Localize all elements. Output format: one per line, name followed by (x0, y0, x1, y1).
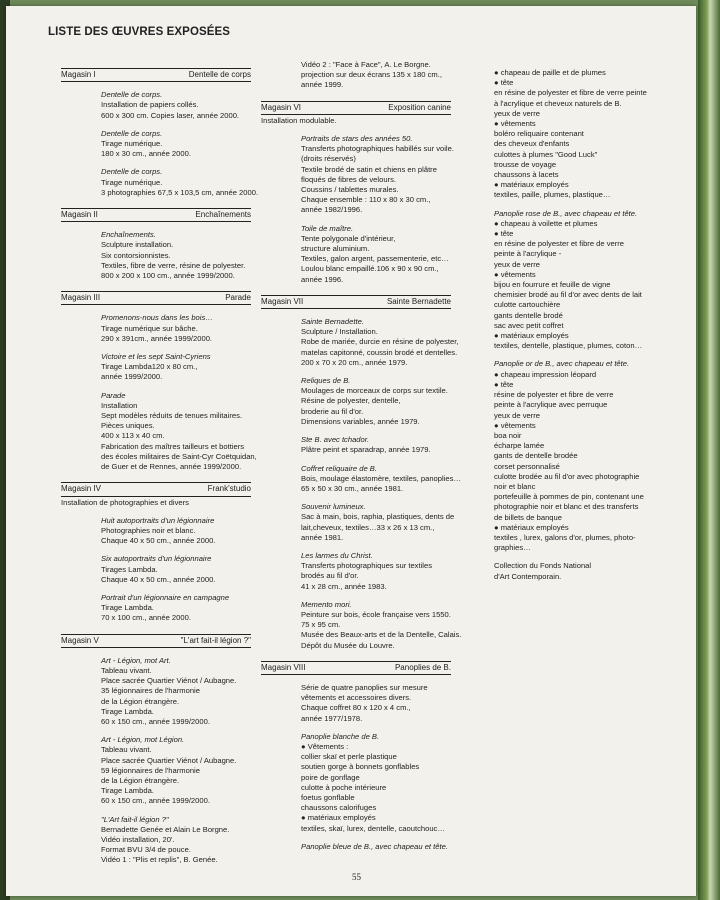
artwork-detail-line: chemisier brodé au fil d'or avec dents de lait (494, 290, 642, 300)
artwork-detail-line: Tirage Lambda120 x 80 cm., (101, 362, 198, 372)
artwork-entry (301, 317, 459, 368)
artwork-detail-line: Place sacrée Quartier Viénot / Aubagne. (101, 755, 237, 765)
artwork-title: Six autoportraits d'un légionnaire (101, 554, 212, 564)
artwork-title: Les larmes du Christ. (301, 550, 373, 560)
artwork-detail-line: en résine de polyester et fibre de verre peinte (494, 88, 647, 98)
artwork-detail-line: Fabrication des maîtres tailleurs et bottiers (101, 441, 245, 451)
section-room: Magasin VII (261, 296, 304, 306)
artwork-detail-line: 200 x 70 x 20 cm., année 1979. (301, 357, 408, 367)
artwork-detail-line: chaussons à lacets (494, 170, 559, 180)
artwork-detail-line: chaussons calorifuges (301, 803, 377, 813)
section-title: Sainte Bernadette (386, 296, 451, 306)
artwork-detail-line: floqués de fibres de velours. (301, 174, 396, 184)
gallery-section (261, 661, 451, 852)
artwork-detail-line: textiles, dentelle, plastique, plumes, coton… (494, 341, 643, 351)
section-header (61, 482, 251, 496)
artwork-entry (101, 167, 259, 198)
artwork-entry (101, 313, 251, 344)
artwork-title: Dentelle de corps. (101, 167, 163, 177)
section-header (261, 661, 451, 675)
artwork-detail-line: Dimensions variables, année 1979. (301, 416, 420, 426)
artwork-detail-line: Série de quatre panoplies sur mesure (301, 682, 428, 692)
artwork-title: Panoplie bleue de B., avec chapeau et tête. (301, 841, 448, 851)
continued-entry (301, 60, 451, 91)
artwork-title: Reliques de B. (301, 376, 351, 386)
artwork-detail-line: gants dentelle brodé (494, 310, 563, 320)
artwork-entry (101, 735, 251, 806)
artwork-detail-line: Moulages de morceaux de corps sur textile. (301, 386, 448, 396)
artwork-detail-line: des cheveux d'enfants (494, 139, 570, 149)
artwork-detail-line: année 1996. (301, 274, 344, 284)
artwork-detail-line: année 1982/1996. (301, 205, 363, 215)
section-title: Exposition canine (388, 102, 451, 112)
artwork-entry (301, 134, 454, 216)
artwork-detail-line: Textiles, galon argent, passementerie, etc… (301, 254, 449, 264)
artwork-detail-line: projection sur deux écrans 135 x 180 cm., (301, 70, 442, 80)
artwork-detail-line: ● matériaux employés (494, 180, 569, 190)
artwork-detail-line: de Guer et de Rennes, année 1999/2000. (101, 462, 242, 472)
artwork-detail-line: Transferts photographiques habillés sur voile. (301, 144, 454, 154)
artwork-detail-line: yeux de verre (494, 108, 541, 118)
artwork-entry (494, 359, 694, 553)
artwork-detail-line: année 1999. (301, 80, 344, 90)
artwork-detail-line: poire de gonflage (301, 772, 360, 782)
artwork-title: Enchaînements. (101, 230, 156, 240)
artwork-detail-line: de billets de banque (494, 512, 562, 522)
artwork-detail-line: broderie au fil d'or. (301, 406, 364, 416)
artwork-detail-line: Place sacrée Quartier Viénot / Aubagne. (101, 676, 237, 686)
artwork-detail-line: Loulou blanc empaillé.106 x 90 x 90 cm., (301, 264, 439, 274)
artwork-detail-line: Chaque ensemble : 110 x 80 x 30 cm., (301, 195, 431, 205)
artwork-title: Souvenir lumineux. (301, 502, 366, 512)
gallery-section (261, 295, 462, 651)
artwork-detail-line: (droits réservés) (301, 154, 356, 164)
section-room: Magasin VIII (261, 662, 306, 672)
artwork-entry (101, 656, 251, 727)
artwork-title: Panoplie rose de B., avec chapeau et tête. (494, 208, 638, 218)
artwork-detail-line: Installation (101, 400, 138, 410)
artwork-detail-line: ● chapeau impression léopard (494, 369, 597, 379)
artwork-title: Dentelle de corps. (101, 128, 163, 138)
artwork-detail-line: vêtements et accessoires divers. (301, 693, 412, 703)
artwork-detail-line: 3 photographies 67,5 x 103,5 cm, année 2000. (101, 187, 259, 197)
artwork-detail-line: soutien gorge à bonnets gonflables (301, 762, 420, 772)
artwork-detail-line: Textiles, fibre de verre, résine de polyester. (101, 260, 246, 270)
artwork-detail-line: ● tête (494, 78, 514, 88)
artwork-detail-line: 75 x 95 cm. (301, 620, 341, 630)
artwork-entry (101, 390, 257, 473)
artwork-detail-line: ● chapeau de paille et de plumes (494, 68, 606, 77)
artwork-detail-line: Vidéo 2 : "Face à Face", A. Le Borgne. (301, 60, 431, 69)
artwork-title: Victoire et les sept Saint-Cyriens (101, 352, 211, 362)
artwork-detail-line: bijou en fourrure et feuille de vigne (494, 280, 611, 290)
artwork-detail-line: Tirage numérique sur bâche. (101, 323, 198, 333)
artwork-detail-line: structure aluminium. (301, 244, 370, 254)
section-entries (101, 90, 259, 198)
artwork-entry (301, 732, 451, 834)
artwork-detail-line: boléro reliquaire contenant (494, 129, 584, 139)
artwork-detail-line: Bernadette Genée et Alain Le Borgne. (101, 824, 230, 834)
artwork-detail-line: ● vêtements (494, 119, 536, 129)
artwork-detail-line: ● vêtements (494, 269, 536, 279)
section-title: Panoplies de B. (394, 662, 451, 672)
artwork-detail-line: noir et blanc (494, 481, 536, 491)
gallery-section (61, 208, 251, 281)
section-entries (101, 313, 257, 472)
page-number: 55 (352, 872, 361, 882)
section-header (261, 101, 451, 115)
artwork-detail-line: Sculpture installation. (101, 240, 174, 250)
artwork-detail-line: Peinture sur bois, école française vers 1550. (301, 609, 451, 619)
artwork-detail-line: de la Légion étrangère. (101, 696, 180, 706)
artwork-entry (101, 554, 251, 585)
artwork-detail-line: 600 x 300 cm. Copies laser, année 2000. (101, 110, 240, 120)
artwork-entry (101, 352, 251, 383)
section-title: Enchaînements (195, 210, 251, 220)
section-room: Magasin II (61, 210, 98, 220)
artwork-detail-line: résine de polyester et fibre de verre (494, 390, 614, 400)
artwork-detail-line: Tirage Lambda. (101, 603, 154, 613)
artwork-detail-line: Tirage Lambda. (101, 786, 154, 796)
section-entries (301, 134, 454, 285)
artwork-detail-line: textiles, skaï, lurex, dentelle, caoutchouc… (301, 823, 445, 833)
artwork-detail-line: ● matériaux employés (494, 331, 569, 341)
artwork-detail-line: Tirage numérique. (101, 177, 163, 187)
artwork-detail-line: culottes à plumes "Good Luck" (494, 149, 598, 159)
artwork-detail-line: Sept modèles réduits de tenues militaires. (101, 411, 242, 421)
artwork-detail-line: collier skaï et perle plastique (301, 752, 397, 762)
artwork-detail-line: Tente polygonale d'intérieur, (301, 233, 396, 243)
artwork-entry (494, 68, 694, 201)
artwork-detail-line: Chaque 40 x 50 cm., année 2000. (101, 574, 216, 584)
column-2 (261, 60, 462, 852)
section-entries (301, 317, 462, 651)
artwork-entry (101, 129, 251, 160)
artwork-detail-line: 59 légionnaires de l'harmonie (101, 765, 200, 775)
artwork-detail-line: Tableau vivant. (101, 745, 152, 755)
artwork-detail-line: de la Légion étrangère. (101, 775, 180, 785)
artwork-title: Portraits de stars des années 50. (301, 134, 413, 144)
artwork-detail-line: 70 x 100 cm., année 2000. (101, 613, 191, 623)
artwork-detail-line: Format BVU 3/4 de pouce. (101, 845, 191, 855)
section-header (61, 634, 251, 648)
artwork-title: Panoplie blanche de B. (301, 731, 380, 741)
artwork-detail-line: Collection du Fonds National (494, 561, 592, 571)
artwork-entry (494, 209, 694, 352)
page-header: LISTE DES ŒUVRES EXPOSÉES (48, 26, 231, 38)
artwork-entry (101, 593, 251, 624)
artwork-detail-line: portefeuille à pommes de pin, contenant une (494, 492, 644, 502)
artwork-detail-line: yeux de verre (494, 410, 541, 420)
artwork-detail-line: ● chapeau à voilette et plumes (494, 218, 598, 228)
artwork-detail-line: à l'acrylique et cheveux naturels de B. (494, 98, 622, 108)
artwork-detail-line: année 1999/2000. (101, 372, 163, 382)
artwork-entry (301, 224, 451, 285)
artwork-detail-line: Tableau vivant. (101, 665, 152, 675)
section-room: Magasin V (61, 635, 99, 645)
artwork-detail-line: photographie noir et blanc et des transferts (494, 502, 639, 512)
artwork-title: Toile de maître. (301, 223, 354, 233)
gallery-section (61, 291, 257, 472)
artwork-entry (101, 516, 251, 547)
artwork-detail-line: Dépôt du Musée du Louvre. (301, 640, 395, 650)
artwork-detail-line: 41 x 28 cm., année 1983. (301, 581, 387, 591)
artwork-detail-line: Photographies noir et blanc. (101, 525, 196, 535)
artwork-title: Dentelle de corps. (101, 90, 163, 100)
section-intro: Installation de photographies et divers (61, 497, 189, 507)
artwork-entry (301, 463, 461, 495)
artwork-detail-line: brodés au fil d'or. (301, 571, 359, 581)
artwork-detail-line: année 1981. (301, 532, 344, 542)
section-intro: Installation modulable. (261, 115, 337, 125)
artwork-detail-line: Tirages Lambda. (101, 564, 158, 574)
artwork-detail-line: 60 x 150 cm., année 1999/2000. (101, 716, 210, 726)
artwork-title: Coffret reliquaire de B. (301, 463, 377, 473)
artwork-entry (301, 599, 462, 651)
artwork-title: "L'Art fait-il légion ?" (101, 814, 169, 824)
column-3 (494, 68, 694, 582)
section-header (261, 295, 451, 309)
artwork-entry (101, 815, 251, 866)
artwork-entry (101, 230, 251, 281)
artwork-detail-line: Six contorsionnistes. (101, 250, 171, 260)
artwork-detail-line: Résine de polyester, dentelle, (301, 396, 401, 406)
section-room: Magasin III (61, 293, 101, 303)
section-title: "L'art fait-il légion ?" (180, 635, 251, 645)
artwork-detail-line: ● tête (494, 229, 514, 239)
artwork-detail-line: culotte brodée au fil d'or avec photographie (494, 471, 640, 481)
artwork-detail-line: sac avec petit coffret (494, 320, 564, 330)
section-header (61, 68, 251, 82)
section-room: Magasin VI (261, 102, 302, 112)
gallery-section (61, 68, 259, 198)
artwork-title: Huit autoportraits d'un légionnaire (101, 515, 215, 525)
artwork-detail-line: corset personnalisé (494, 461, 560, 471)
artwork-title: Promenons-nous dans les bois… (101, 313, 213, 323)
artwork-entry (494, 561, 694, 581)
artwork-detail-line: 60 x 150 cm., année 1999/2000. (101, 796, 210, 806)
artwork-title: Sainte Bernadette. (301, 317, 364, 327)
section-title: Frank'studio (207, 484, 251, 494)
section-entries (101, 656, 251, 866)
artwork-entry (301, 842, 451, 852)
artwork-detail-line: Vidéo installation, 20'. (101, 834, 175, 844)
artwork-detail-line: 35 légionnaires de l'harmonie (101, 686, 200, 696)
artwork-detail-line: lait,cheveux, textiles…33 x 26 x 13 cm., (301, 522, 435, 532)
artwork-detail-line: trousse de voyage (494, 159, 557, 169)
section-title: Parade (225, 293, 251, 303)
section-room: Magasin I (61, 70, 96, 79)
artwork-detail-line: des écoles militaires de Saint-Cyr Coëtquidan, (101, 451, 257, 461)
artwork-detail-line: Tirage numérique. (101, 139, 163, 149)
artwork-detail-line: Chaque 40 x 50 cm., année 2000. (101, 536, 216, 546)
artwork-detail-line: Sac à main, bois, raphia, plastiques, dents de (301, 512, 455, 522)
artwork-detail-line: Robe de mariée, durcie en résine de polyester, (301, 337, 459, 347)
artwork-detail-line: d'Art Contemporain. (494, 571, 562, 581)
artwork-entry (301, 502, 455, 543)
artwork-detail-line: 400 x 113 x 40 cm. (101, 431, 165, 441)
gallery-section (61, 634, 251, 866)
artwork-entry (301, 435, 451, 455)
artwork-detail-line: Vidéo 1 : "Plis et replis", B. Genée. (101, 855, 218, 865)
section-title: Dentelle de corps (188, 70, 251, 79)
artwork-detail-line: culotte à poche intérieure (301, 782, 387, 792)
section-entries (101, 230, 251, 281)
artwork-detail-line: Installation de papiers collés. (101, 100, 199, 110)
artwork-detail-line: ● vêtements (494, 420, 536, 430)
artwork-detail-line: écharpe lamée (494, 441, 545, 451)
artwork-detail-line: textiles , lurex, galons d'or, plumes, photo- (494, 532, 636, 542)
gallery-section (61, 482, 251, 623)
artwork-title: Ste B. avec tchador. (301, 435, 370, 445)
artwork-detail-line: peinte à l'acrylique avec perruque (494, 400, 608, 410)
gallery-section (261, 101, 454, 285)
artwork-title: Parade (101, 390, 126, 400)
artwork-detail-line: Plâtre peint et sparadrap, année 1979. (301, 445, 431, 455)
artwork-detail-line: foetus gonflable (301, 792, 355, 802)
section-header (61, 208, 251, 222)
artwork-title: Art - Légion, mot Art. (101, 655, 171, 665)
artwork-detail-line: Musée des Beaux-arts et de la Dentelle, Calais. (301, 630, 462, 640)
adjacent-page-edge (698, 0, 720, 900)
section-entries (301, 683, 451, 852)
artwork-detail-line: peinte à l'acrylique - (494, 249, 562, 259)
artwork-title: Art - Légion, mot Légion. (101, 735, 185, 745)
artwork-detail-line: Pièces uniques. (101, 421, 155, 431)
column-1 (61, 68, 259, 866)
artwork-detail-line: Bois, moulage élastomère, textiles, panoplies… (301, 473, 461, 483)
artwork-detail-line: boa noir (494, 430, 522, 440)
artwork-detail-line: graphies… (494, 543, 531, 553)
artwork-detail-line: 65 x 50 x 30 cm., année 1981. (301, 483, 404, 493)
artwork-detail-line: ● Vêtements : (301, 741, 349, 751)
artwork-detail-line: en résine de polyester et fibre de verre (494, 239, 625, 249)
artwork-detail-line: matelas capitonné, coussin brodé et dentelles. (301, 347, 458, 357)
artwork-detail-line: année 1977/1978. (301, 713, 363, 723)
artwork-detail-line: Textile brodé de satin et chiens en plâtre (301, 164, 437, 174)
section-entries (101, 516, 251, 624)
artwork-detail-line: culotte cartouchière (494, 300, 561, 310)
artwork-detail-line: 800 x 200 x 100 cm., année 1999/2000. (101, 271, 235, 281)
artwork-entry (301, 376, 451, 427)
section-header (61, 291, 251, 305)
artwork-detail-line: 180 x 30 cm., année 2000. (101, 149, 191, 159)
book-page (6, 6, 696, 896)
artwork-detail-line: ● tête (494, 379, 514, 389)
artwork-detail-line: Chaque coffret 80 x 120 x 4 cm., (301, 703, 411, 713)
artwork-detail-line: Sculpture / Installation. (301, 327, 378, 337)
artwork-detail-line: Transferts photographiques sur textiles (301, 561, 432, 571)
section-room: Magasin IV (61, 484, 102, 494)
artwork-detail-line: gants de dentelle brodée (494, 451, 578, 461)
artwork-detail-line: 290 x 391cm., année 1999/2000. (101, 333, 213, 343)
artwork-detail-line: Tirage Lambda. (101, 706, 154, 716)
artwork-detail-line: Coussins / tablettes murales. (301, 185, 399, 195)
artwork-detail-line: ● matériaux employés (494, 522, 569, 532)
artwork-title: Portrait d'un légionnaire en campagne (101, 592, 230, 602)
artwork-detail-line: textiles, paille, plumes, plastique… (494, 190, 611, 200)
artwork-entry (301, 551, 451, 592)
artwork-title: Panoplie or de B., avec chapeau et tête. (494, 359, 630, 369)
artwork-entry (301, 683, 451, 724)
artwork-detail-line: yeux de verre (494, 259, 541, 269)
artwork-entry (101, 90, 251, 121)
artwork-title: Memento mori. (301, 599, 352, 609)
artwork-detail-line: ● matériaux employés (301, 813, 376, 823)
